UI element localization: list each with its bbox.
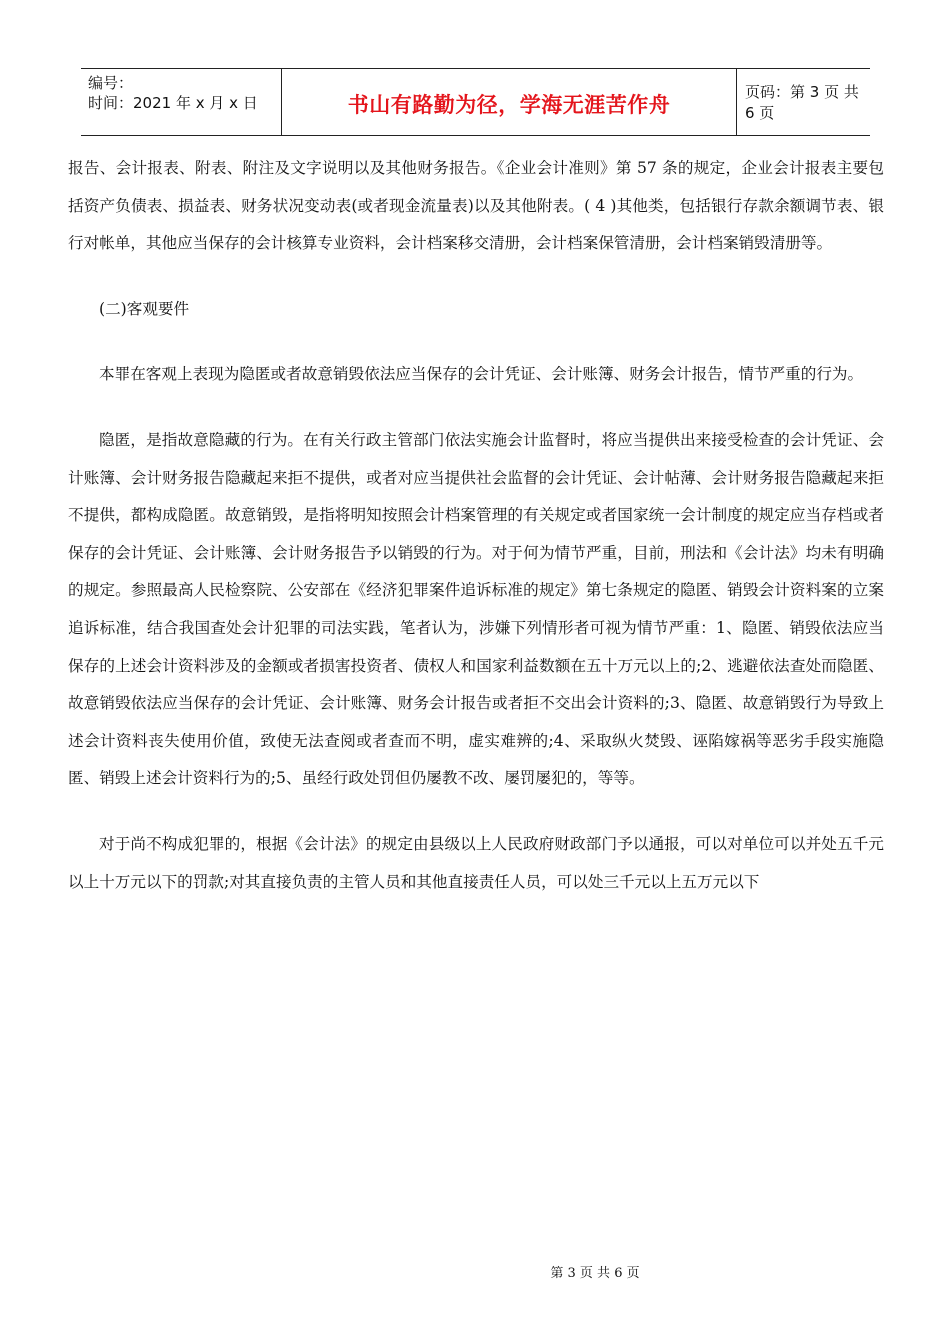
header-page-info: 页码：第 3 页 共 6 页 [745, 83, 859, 122]
page-footer: 第 3 页 共 6 页 [550, 1266, 640, 1281]
paragraph-continuation: 报告、会计报表、附表、附注及文字说明以及其他财务报告。《企业会计准则》第 57 条的规定，企业会计报表主要包括资产负债表、损益表、财务状况变动表(或者现金流量表)以及其他附表。( 4 )其他类，包括银行存款余额调节表、银行对帐单，其他应当保存的会计核算专业资料，会计档案移交清册，会计档案保管清册，会计档案销毁清册等。 [68, 159, 884, 253]
header-motto-cell [282, 69, 737, 135]
document-date: 时间：2021 年 x 月 x 日 [88, 94, 258, 112]
page-header [81, 68, 870, 136]
header-motto: 书山有路勤为径，学海无涯苦作舟 [347, 93, 671, 117]
document-body [68, 150, 884, 901]
header-meta [81, 69, 282, 135]
section-heading: (二)客观要件 [99, 299, 190, 318]
document-number-label: 编号： [88, 74, 134, 92]
paragraph: 隐匿，是指故意隐藏的行为。在有关行政主管部门依法实施会计监督时，将应当提供出来接受检查的会计凭证、会计账簿、会计财务报告隐藏起来拒不提供，或者对应当提供社会监督的会计凭证、会计帖薄、会计财务报告隐藏起来拒不提供，都构成隐匿。故意销毁，是指将明知按照会计档案管理的有关规定或者国家统一会计制度的规定应当存档或者保存的会计凭证、会计账簿、会计财务报告予以销毁的行为。对于何为情节严重，目前，刑法和《会计法》均未有明确的规定。参照最高人民检察院、公安部在《经济犯罪案件追诉标准的规定》第七条规定的隐匿、销毁会计资料案的立案追诉标准，结合我国查处会计犯罪的司法实践，笔者认为，涉嫌下列情形者可视为情节严重：1、隐匿、销毁依法应当保存的上述会计资料涉及的金额或者损害投资者、债权人和国家利益数额在五十万元以上的;2、逃避依法查处而隐匿、故意销毁依法应当保存的会计凭证、会计账簿、财务会计报告或者拒不交出会计资料的;3、隐匿、故意销毁行为导致上述会计资料丧失使用价值，致使无法查阅或者查而不明，虚实难辨的;4、采取纵火焚毁、诬陷嫁祸等恶劣手段实施隐匿、销毁上述会计资料行为的;5、虽经行政处罚但仍屡教不改、屡罚屡犯的，等等。 [68, 430, 884, 788]
paragraph: 对于尚不构成犯罪的，根据《会计法》的规定由县级以上人民政府财政部门予以通报，可以对单位可以并处五千元以上十万元以下的罚款;对其直接负责的主管人员和其他直接责任人员，可以处三千元以上五万元以下 [68, 834, 884, 891]
paragraph: 本罪在客观上表现为隐匿或者故意销毁依法应当保存的会计凭证、会计账簿、财务会计报告，情节严重的行为。 [99, 365, 864, 384]
